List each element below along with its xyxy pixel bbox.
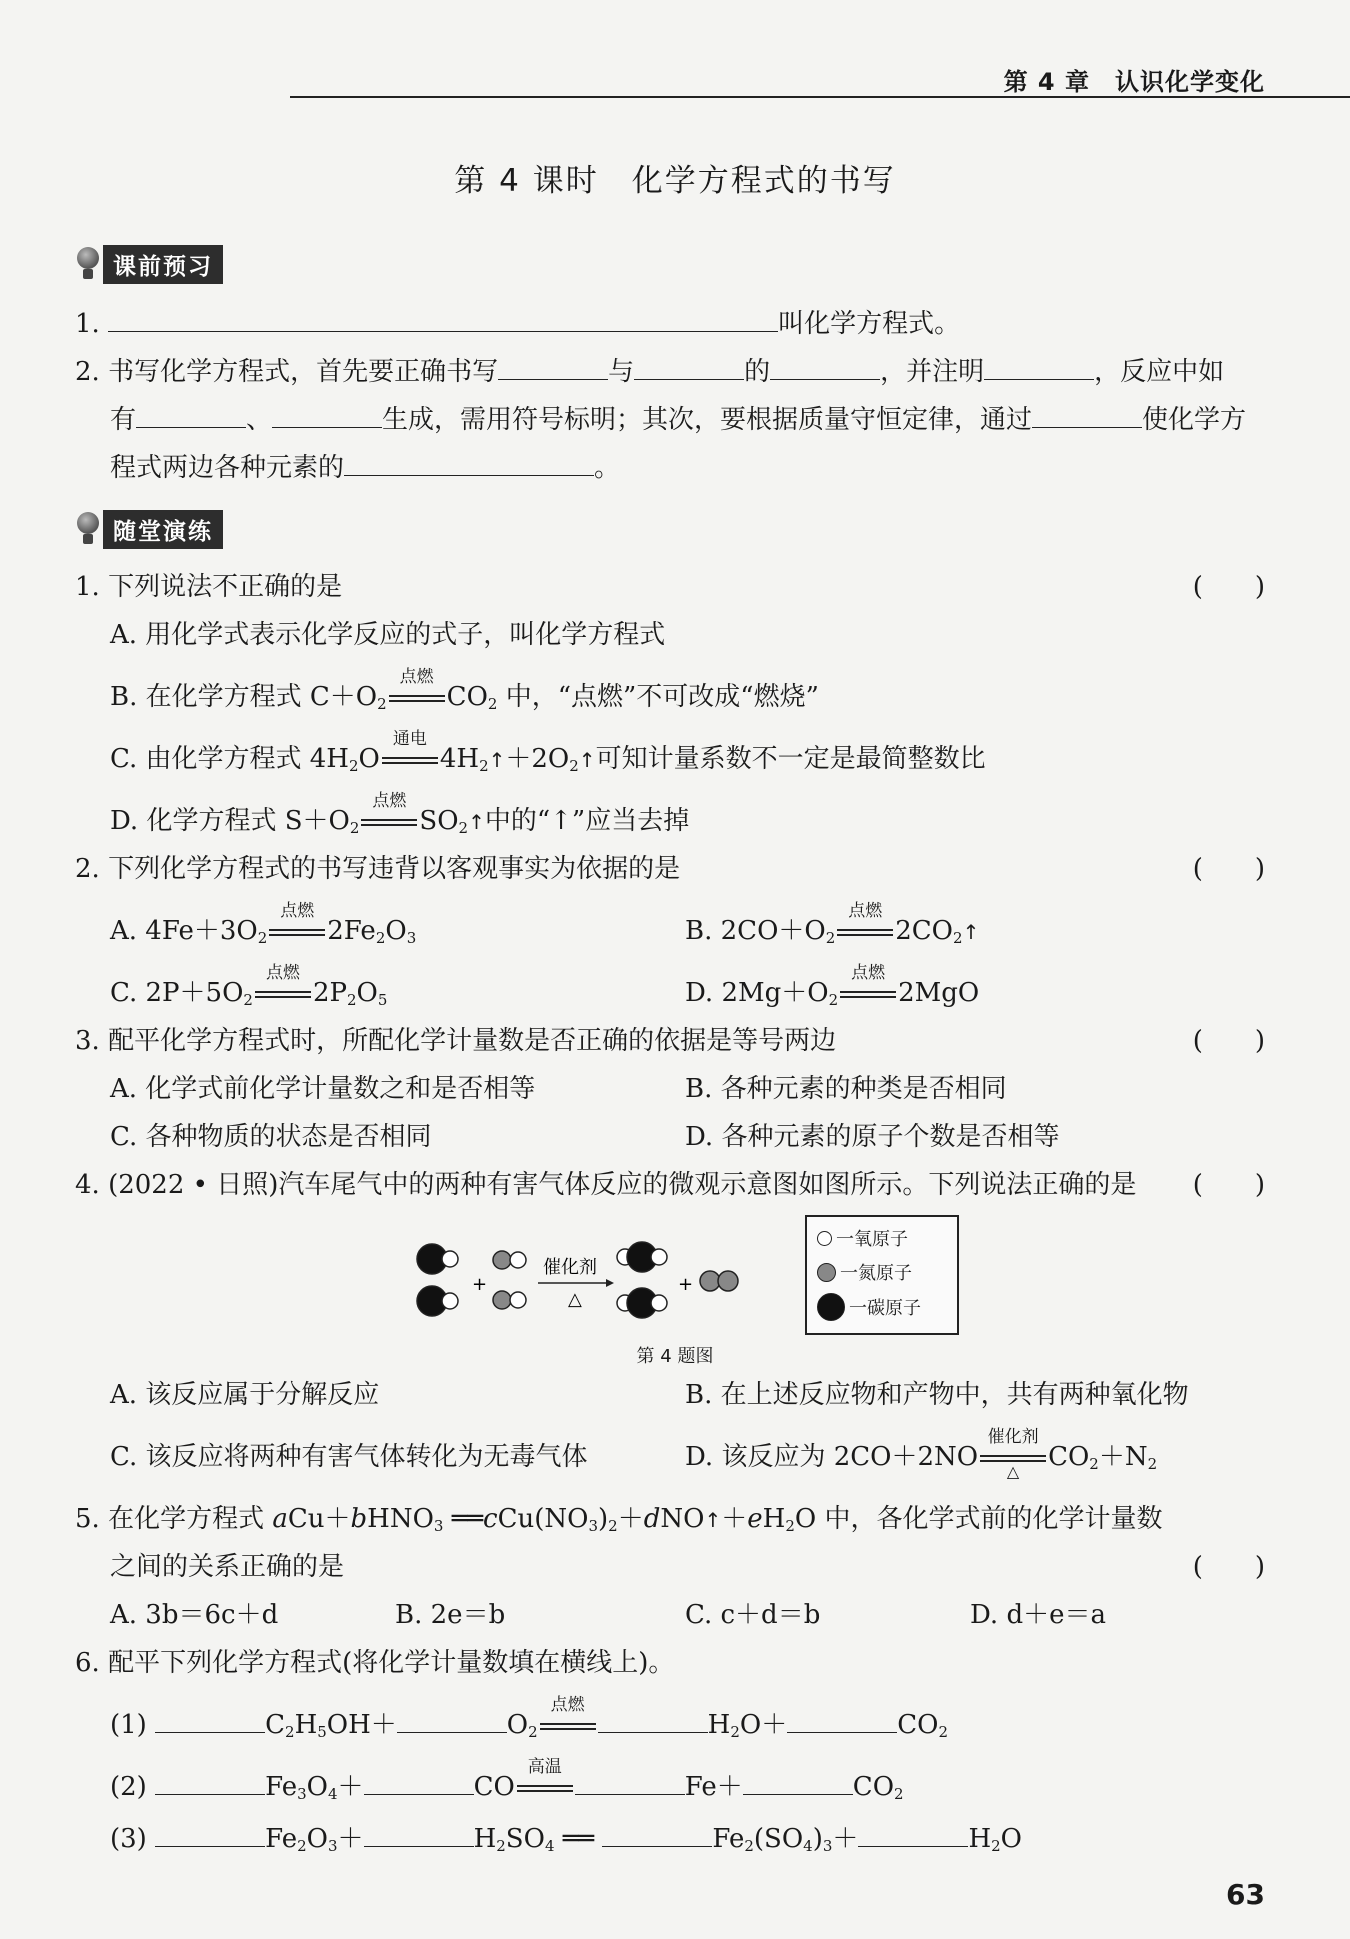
preview-q1: 1. 叫化学方程式。 <box>75 309 961 339</box>
q2-option-d: D. $2Mg+O_2$ 点燃 2MgO <box>685 963 980 1009</box>
q6-stem: 6. 配平下列化学方程式(将化学计量数填在横线上)。 <box>75 1648 675 1678</box>
answer-blank[interactable] <box>108 307 778 332</box>
n2-molecule <box>700 1271 738 1291</box>
q3-option-b: B. 各种元素的种类是否相同 <box>685 1074 1007 1104</box>
svg-text:+: + <box>472 1274 488 1295</box>
q5-option-b: B. 2e＝b <box>395 1600 506 1630</box>
answer-blank[interactable] <box>1032 403 1142 428</box>
section-preview-label: 课前预习 <box>103 245 223 284</box>
section-preview <box>75 245 223 283</box>
coefficient-blank[interactable] <box>364 1770 474 1795</box>
catalyst-label: 催化剂 <box>543 1257 597 1278</box>
coefficient-blank[interactable] <box>743 1770 853 1795</box>
q2-answer-paren[interactable]: ( ) <box>1192 854 1265 884</box>
section-practice <box>75 510 223 548</box>
q4-option-a: A. 该反应属于分解反应 <box>110 1380 380 1410</box>
coefficient-blank[interactable] <box>602 1822 712 1847</box>
q4-option-c: C. 该反应将两种有害气体转化为无毒气体 <box>110 1442 588 1472</box>
chapter-header: 第 4 章 认识化学变化 <box>1003 68 1265 96</box>
q6-equation-1: (1) $C_2H_5OH+ O_2$ 点燃 $H_2O+ CO_2$ <box>110 1695 948 1741</box>
svg-text:+: + <box>678 1274 694 1295</box>
preview-q2-line3: 程式两边各种元素的 。 <box>110 453 621 483</box>
answer-blank[interactable] <box>770 355 880 380</box>
preview-q2-line1: 2. 书写化学方程式，首先要正确书写 与 的 ，并注明 ，反应中如 <box>75 357 1225 387</box>
answer-blank[interactable] <box>634 355 744 380</box>
coefficient-blank[interactable] <box>155 1770 265 1795</box>
q6-equation-2: (2) $Fe_3O_4+$ CO 高温 $Fe+ CO_2$ <box>110 1757 904 1803</box>
q4-option-d: D. 该反应为 2CO＋2NO 催化剂 △ $CO_2+N_2$ <box>685 1427 1158 1481</box>
q4-answer-paren[interactable]: ( ) <box>1192 1170 1265 1200</box>
q3-option-c: C. 各种物质的状态是否相同 <box>110 1122 432 1152</box>
q3-stem: 3. 配平化学方程式时，所配化学计量数是否正确的依据是等号两边 <box>75 1026 837 1056</box>
q5-stem-line2: 之间的关系正确的是 <box>110 1552 345 1582</box>
q5-option-c: C. c＋d＝b <box>685 1600 821 1630</box>
q5-answer-paren[interactable]: ( ) <box>1192 1552 1265 1582</box>
co-molecule <box>417 1244 458 1316</box>
lightbulb-icon <box>75 245 103 283</box>
figure-caption: 第 4 题图 <box>636 1346 714 1367</box>
page-number: 63 <box>1226 1878 1265 1911</box>
coefficient-blank[interactable] <box>787 1708 897 1733</box>
coefficient-blank[interactable] <box>364 1822 474 1847</box>
lesson-title: 第 4 课时 化学方程式的书写 <box>454 163 896 199</box>
heat-label: △ <box>568 1289 582 1310</box>
q2-stem: 2. 下列化学方程式的书写违背以客观事实为依据的是 <box>75 854 681 884</box>
q2-option-b: B. $2CO+O_2$ 点燃 $2CO_2↑$ <box>685 901 980 947</box>
q2-option-a: A. $4Fe+3O_2$ 点燃 $2Fe_2O_3$ <box>110 901 417 947</box>
coefficient-blank[interactable] <box>598 1708 708 1733</box>
coefficient-blank[interactable] <box>858 1822 968 1847</box>
coefficient-blank[interactable] <box>155 1822 265 1847</box>
preview-q2-line2: 有 、 生成，需用符号标明；其次，要根据质量守恒定律，通过 使化学方 <box>110 405 1247 435</box>
answer-blank[interactable] <box>984 355 1094 380</box>
q5-option-d: D. d＋e＝a <box>970 1600 1106 1630</box>
q1-option-d: D. 化学方程式 $S+O_2$ 点燃 $SO_2↑$中的“↑”应当去掉 <box>110 791 690 837</box>
q4-option-b: B. 在上述反应物和产物中，共有两种氧化物 <box>685 1380 1189 1410</box>
answer-blank[interactable] <box>136 403 246 428</box>
q1-option-c: C. 由化学方程式 $4H_2O$ 通电 $4H_2↑+2O_2↑$可知计量系数不一定是最简整数比 <box>110 729 986 775</box>
q5-stem: 5. 在化学方程式 aCu＋bHNO$_3$ $══cCu(NO_3)_2+dNO↑+eH_2O$ 中，各化学式前的化学计量数 <box>75 1504 1163 1535</box>
molecule-diagram <box>410 1215 800 1345</box>
coefficient-blank[interactable] <box>397 1708 507 1733</box>
coefficient-blank[interactable] <box>155 1708 265 1733</box>
q2-option-c: C. $2P+5O_2$ 点燃 $2P_2O_5$ <box>110 963 388 1009</box>
q1-stem: 1. 下列说法不正确的是 <box>75 572 343 602</box>
q3-answer-paren[interactable]: ( ) <box>1192 1026 1265 1056</box>
diagram-legend: 一氧原子 一氮原子 一碳原子 <box>805 1215 959 1335</box>
q1-answer-paren[interactable]: ( ) <box>1192 572 1265 602</box>
q3-option-a: A. 化学式前化学计量数之和是否相等 <box>110 1074 536 1104</box>
coefficient-blank[interactable] <box>575 1770 685 1795</box>
q1-option-a: A. 用化学式表示化学反应的式子，叫化学方程式 <box>110 620 666 650</box>
q6-equation-3: (3) $Fe_2O_3+ H_2SO_4$ ══ $Fe_2(SO_4)_3+ H_2O$ <box>110 1824 1022 1855</box>
q3-option-d: D. 各种元素的原子个数是否相等 <box>685 1122 1060 1152</box>
answer-blank[interactable] <box>272 403 382 428</box>
co2-molecule <box>617 1242 667 1318</box>
q5-option-a: A. 3b＝6c＋d <box>110 1600 279 1630</box>
q1-option-b: B. 在化学方程式 $C+O_2$ 点燃 $CO_2$ 中，“点燃”不可改成“燃烧” <box>110 667 819 713</box>
lightbulb-icon <box>75 510 103 548</box>
answer-blank[interactable] <box>498 355 608 380</box>
answer-blank[interactable] <box>344 451 594 476</box>
section-practice-label: 随堂演练 <box>103 510 223 549</box>
no-molecule <box>493 1251 526 1309</box>
q4-stem: 4. (2022 • 日照)汽车尾气中的两种有害气体反应的微观示意图如图所示。下列说法正确的是 <box>75 1170 1137 1200</box>
q4-reaction-diagram <box>410 1215 960 1345</box>
